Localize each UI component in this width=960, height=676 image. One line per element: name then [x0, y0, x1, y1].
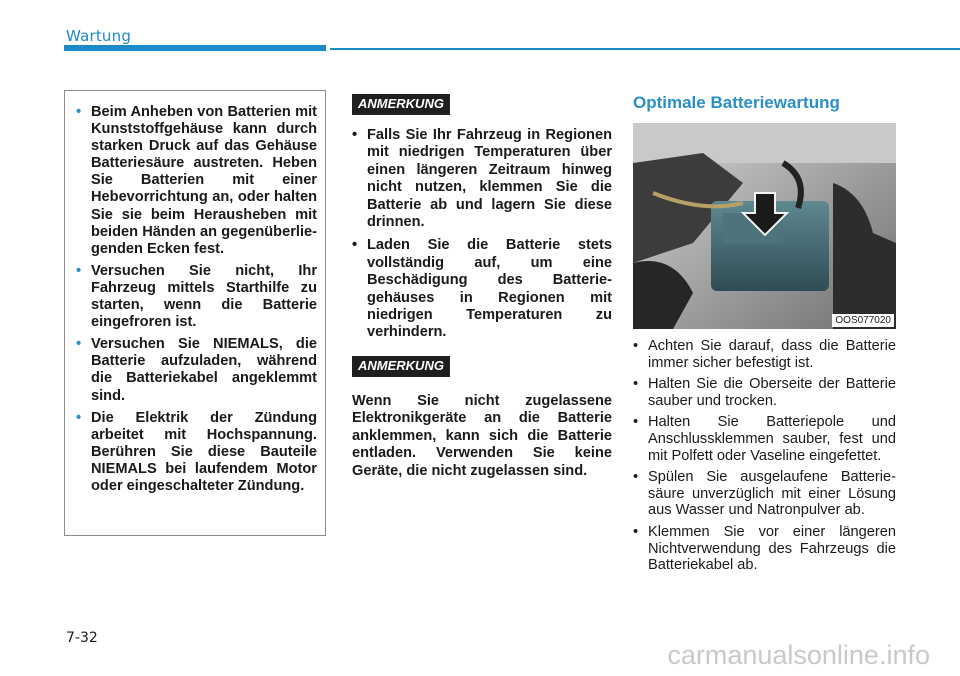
battery-illustration	[633, 123, 896, 329]
engine-bay-photo	[633, 123, 896, 329]
bullet-icon: •	[352, 127, 358, 143]
header-rule-thin	[330, 48, 960, 50]
maintenance-item: • Spülen Sie ausgelaufene Batteriesäure unverzüglich mit einer Lösung aus Wasser und Natronpulver ab.	[633, 469, 896, 519]
warning-list	[65, 91, 325, 495]
bullet-icon: •	[633, 376, 639, 393]
warning-box	[64, 90, 326, 536]
bullet-icon: •	[76, 336, 82, 353]
maintenance-item: • Achten Sie darauf, dass die Batterie immer sicher befestigt ist.	[633, 338, 896, 371]
bullet-icon: •	[352, 237, 358, 254]
watermark: carmanualsonline.info	[667, 640, 930, 670]
warning-item: • Versuchen Sie nicht, Ihr Fahrzeug mittels Starthilfe zu starten, wenn die Batterie eingefroren ist.	[76, 262, 317, 331]
bullet-icon: •	[633, 414, 639, 431]
maintenance-list	[633, 338, 896, 574]
note-item: • Falls Sie Ihr Fahrzeug in Regionen mit niedrigen Temperaturen über einen längeren Zeitraum hinweg nicht nutzen, klemmen Sie die Batterie ab und lagern Sie diese drinnen.	[352, 127, 612, 231]
note-text: Wenn Sie nicht zugelassene Elektronikgeräte an die Batterie anklemmen, kann sich die Batterie entladen. Verwenden Sie keine Geräte, die nicht zugelassen sind.	[352, 392, 612, 479]
notes-column	[352, 94, 612, 480]
note-label: ANMERKUNG	[352, 94, 450, 115]
bullet-icon: •	[76, 409, 82, 426]
note-label: ANMERKUNG	[352, 356, 450, 377]
maintenance-item: • Halten Sie Batteriepole und Anschlussklemmen sauber, fest und mit Polfett oder Vaseline eingefettet.	[633, 414, 896, 464]
header-rule-thick	[64, 45, 326, 51]
bullet-icon: •	[633, 523, 639, 540]
maintenance-column	[633, 92, 896, 579]
note2-block	[352, 356, 612, 480]
page-number: 7-32	[66, 630, 98, 646]
warning-item: • Die Elektrik der Zündung arbeitet mit Hochspannung. Berühren Sie diese Bauteile NIEMALS bei laufendem Motor oder eingeschalteter Zündung.	[76, 409, 317, 494]
note-item: • Laden Sie die Batterie stets vollständig auf, um eine Beschädigung des Batteriegehäuses in Regionen mit niedrigen Temperaturen zu verhindern.	[352, 237, 612, 341]
bullet-icon: •	[633, 338, 639, 354]
section-title: Wartung	[66, 27, 132, 45]
image-code: OOS077020	[832, 314, 894, 327]
warning-item: • Beim Anheben von Batterien mit Kunststoffgehäuse kann durch starken Druck auf das Gehäuse Batteriesäure austreten. Heben Sie Batterien mit einer Hebevorrichtung an, oder halten Sie sie beim Herausheben mit beiden Händen an gegenüberliegenden Ecken fest.	[76, 104, 317, 257]
maintenance-item: • Klemmen Sie vor einer längeren Nichtverwendung des Fahrzeugs die Batteriekabel ab.	[633, 523, 896, 574]
bullet-icon: •	[76, 104, 82, 120]
maintenance-item: • Halten Sie die Oberseite der Batterie sauber und trocken.	[633, 376, 896, 409]
maintenance-title: Optimale Batteriewartung	[633, 93, 840, 112]
warning-item: • Versuchen Sie NIEMALS, die Batterie aufzuladen, während die Batteriekabel angeklemmt sind.	[76, 336, 317, 404]
note-list	[352, 127, 612, 342]
bullet-icon: •	[633, 469, 639, 486]
bullet-icon: •	[76, 262, 82, 279]
